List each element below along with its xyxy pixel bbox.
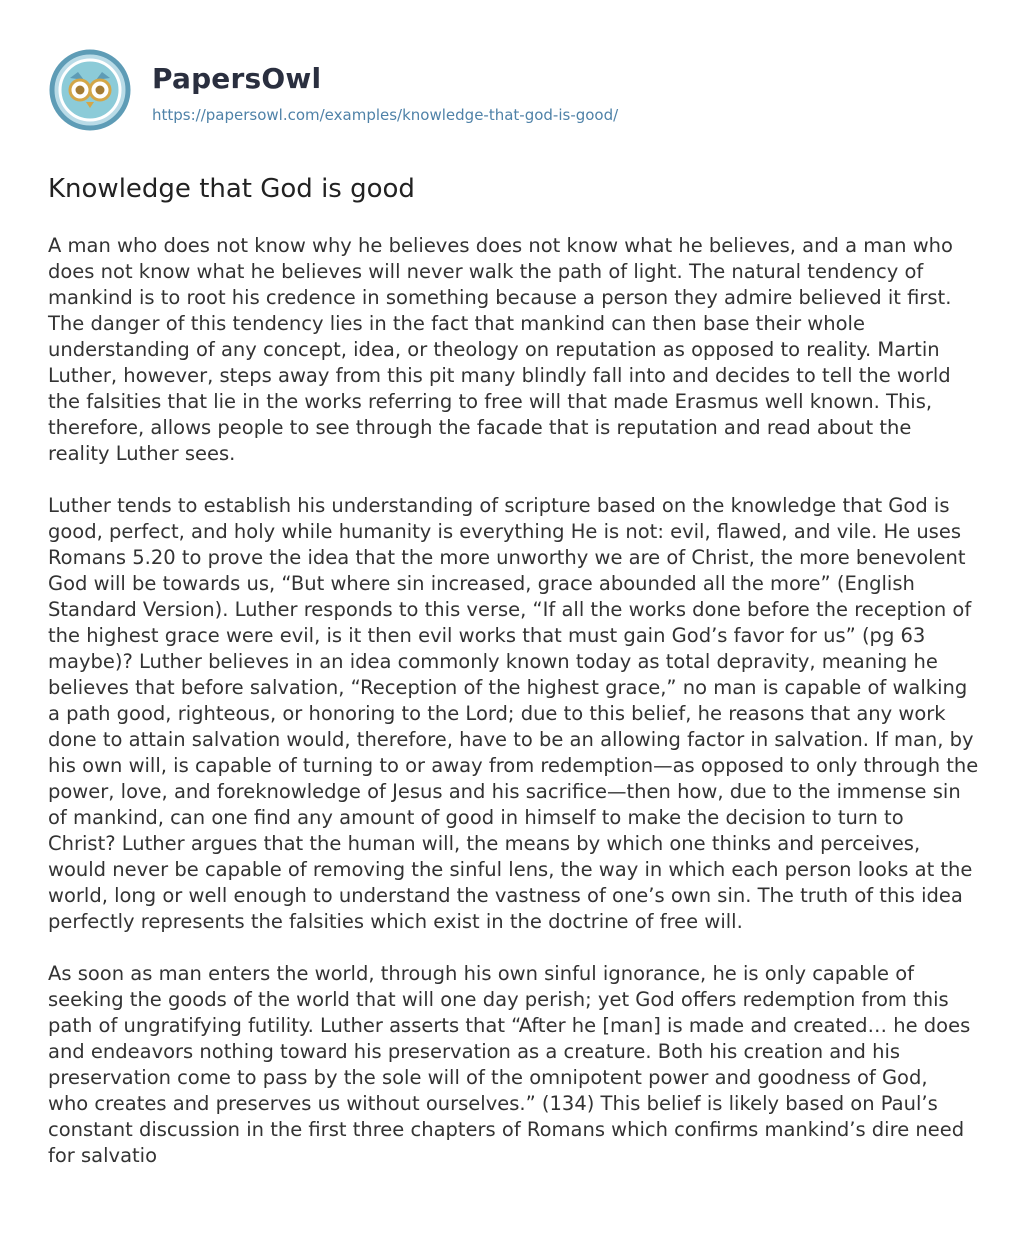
paragraph-line: who creates and preserves us without ourselves.” (134) This belief is likely based on Paul’s: [48, 1092, 938, 1115]
site-brand[interactable]: PapersOwl: [152, 62, 322, 95]
paragraph-line: done to attain salvation would, therefore, have to be an allowing factor in salvation. If man, by: [48, 728, 974, 751]
essay-paragraph-3: [48, 961, 978, 1169]
source-url[interactable]: https://papersowl.com/examples/knowledge-that-god-is-good/: [152, 106, 619, 124]
paragraph-line: Luther tends to establish his understanding of scripture based on the knowledge that God is: [48, 494, 950, 517]
paragraph-line: would never be capable of removing the sinful lens, the way in which each person looks at the: [48, 858, 973, 881]
paragraph-line: world, long or well enough to understand the vastness of one’s own sin. The truth of this idea: [48, 884, 963, 907]
owl-icon: [48, 48, 132, 132]
paragraph-line: for salvatio: [48, 1144, 158, 1167]
paragraph-line: reality Luther sees.: [48, 442, 236, 465]
paragraph-line: The danger of this tendency lies in the fact that mankind can then base their whole: [48, 312, 865, 335]
paragraph-line: path of ungratifying futility. Luther asserts that “After he [man] is made and created… he does: [48, 1014, 971, 1037]
paragraph-line: a path good, righteous, or honoring to the Lord; due to this belief, he reasons that any work: [48, 702, 946, 725]
essay-paragraph-1: [48, 233, 978, 467]
paragraph-line: believes that before salvation, “Reception of the highest grace,” no man is capable of walking: [48, 676, 968, 699]
paragraph-line: Christ? Luther argues that the human will, the means by which one thinks and perceives,: [48, 832, 921, 855]
essay-title: Knowledge that God is good: [48, 174, 415, 204]
paragraph-line: power, love, and foreknowledge of Jesus and his sacrifice—then how, due to the immense sin: [48, 780, 961, 803]
site-header: [48, 48, 978, 144]
paragraph-line: good, perfect, and holy while humanity is everything He is not: evil, flawed, and vile. He uses: [48, 520, 961, 543]
essay-paragraph-2: [48, 493, 978, 935]
paragraph-line: does not know what he believes will never walk the path of light. The natural tendency of: [48, 260, 924, 283]
paragraph-line: Standard Version). Luther responds to this verse, “If all the works done before the reception of: [48, 598, 972, 621]
paragraph-line: As soon as man enters the world, through his own sinful ignorance, he is only capable of: [48, 962, 914, 985]
paragraph-line: God will be towards us, “But where sin increased, grace abounded all the more” (English: [48, 572, 915, 595]
paragraph-line: perfectly represents the falsities which exist in the doctrine of free will.: [48, 910, 743, 933]
paragraph-line: the falsities that lie in the works referring to free will that made Erasmus well known. This,: [48, 390, 933, 413]
essay-body: [48, 233, 978, 1195]
paragraph-line: A man who does not know why he believes does not know what he believes, and a man who: [48, 234, 953, 257]
paragraph-line: mankind is to root his credence in something because a person they admire believed it first.: [48, 286, 952, 309]
paragraph-line: and endeavors nothing toward his preservation as a creature. Both his creation and his: [48, 1040, 901, 1063]
paragraph-line: therefore, allows people to see through the facade that is reputation and read about the: [48, 416, 912, 439]
paragraph-line: of mankind, can one find any amount of good in himself to make the decision to turn to: [48, 806, 904, 829]
paragraph-line: Luther, however, steps away from this pit many blindly fall into and decides to tell the world: [48, 364, 951, 387]
paragraph-line: Romans 5.20 to prove the idea that the more unworthy we are of Christ, the more benevolent: [48, 546, 966, 569]
paragraph-line: maybe)? Luther believes in an idea commonly known today as total depravity, meaning he: [48, 650, 938, 673]
paragraph-line: preservation come to pass by the sole will of the omnipotent power and goodness of God,: [48, 1066, 928, 1089]
paragraph-line: his own will, is capable of turning to or away from redemption—as opposed to only through the: [48, 754, 979, 777]
paragraph-line: seeking the goods of the world that will one day perish; yet God offers redemption from this: [48, 988, 949, 1011]
paragraph-line: the highest grace were evil, is it then evil works that must gain God’s favor for us” (pg 63: [48, 624, 926, 647]
paragraph-line: constant discussion in the first three chapters of Romans which confirms mankind’s dire need: [48, 1118, 965, 1141]
paragraph-line: understanding of any concept, idea, or theology on reputation as opposed to reality. Martin: [48, 338, 940, 361]
